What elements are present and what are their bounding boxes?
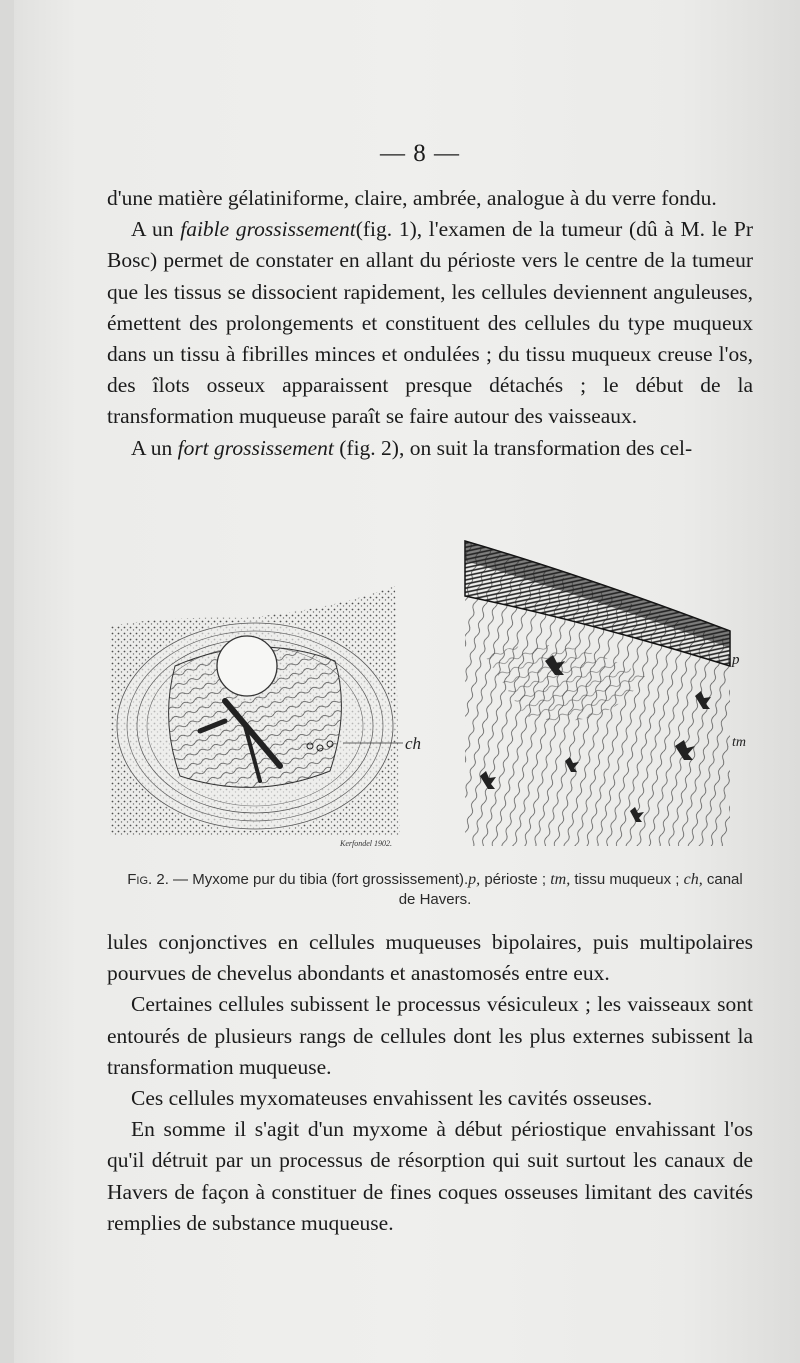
label-tm: tm	[732, 735, 746, 750]
label-p: p	[732, 652, 740, 668]
paragraph-1: d'une matière gélatiniforme, claire, ambrée, analogue à du verre fondu.	[107, 186, 717, 210]
paragraph-3: A un fort grossissement (fig. 2), on suit la transformation des cel-	[131, 435, 693, 460]
figure-2	[105, 536, 765, 856]
left-panel	[110, 586, 421, 848]
figure-caption: Fig. 2. — Myxome pur du tibia (fort grossissement).p, périoste ; tm, tissu muqueux ; ch, canal de Havers.	[127, 871, 743, 908]
label-ch: ch	[405, 734, 422, 753]
right-panel	[465, 541, 746, 846]
emphasis-fort: fort grossissement	[177, 435, 334, 460]
page-number: — 8 —	[380, 140, 460, 167]
emphasis-faible: faible grossissement	[180, 217, 356, 242]
upper-text	[107, 183, 753, 464]
caption-label: Fig. 2.	[127, 871, 169, 888]
histology-illustration	[105, 536, 765, 856]
paragraph-4: lules conjonctives en cellules muqueuses bipolaires, puis multipolaires pourvues de chevelus abondants et anastomosés entre eux.	[107, 930, 753, 986]
paragraph-5: Certaines cellules subissent le processus vésiculeux ; les vaisseaux sont entourés de plusieurs rangs de cellules dont les plus externes subissent la transformation muqueuse.	[107, 992, 753, 1079]
paragraph-7: En somme il s'agit d'un myxome à début périostique envahissant l'os qu'il détruit par un processus de résorption qui suit surtout les canaux de Havers de façon à constituer de fines coques osseuses limitant des cavités remplies de substance muqueuse.	[107, 1117, 753, 1235]
paragraph-6: Ces cellules myxomateuses envahissent les cavités osseuses.	[131, 1086, 653, 1111]
artist-signature: Kerfondel 1902.	[340, 839, 392, 848]
lower-text	[107, 927, 753, 1239]
paragraph-2: A un faible grossissement(fig. 1), l'examen de la tumeur (dû à M. le Pr Bosc) permet de constater en allant du périoste vers le centre de la tumeur que les tissus se dissocient rapidement, les cellules deviennent anguleuses, émettent des prolongements et constituent des cellules du type muqueux dans un tissu à fibrilles minces et ondulées ; du tissu muqueux creuse l'os, des îlots osseux apparaissent presque détachés ; le début de la transformation muqueuse paraît se faire autour des vaisseaux.	[107, 217, 754, 429]
